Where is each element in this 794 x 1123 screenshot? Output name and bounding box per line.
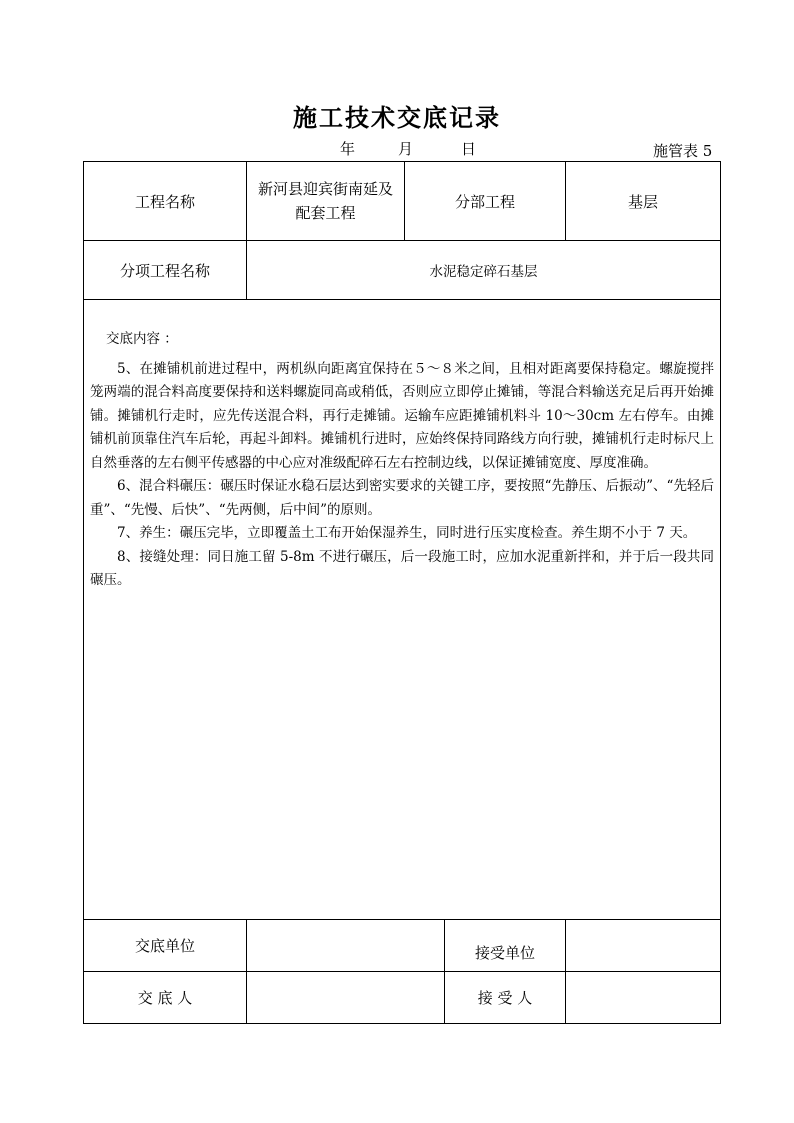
date-month: 月 — [398, 140, 414, 158]
division-label: 分部工程 — [405, 162, 566, 241]
issuing-unit-label: 交底单位 — [84, 920, 247, 972]
content-label: 交底内容 ： — [106, 331, 178, 347]
content-paragraph-6: 6、混合料碾压：碾压时保证水稳石层达到密实要求的关键工序，要按照“先静压、后振动”、“先轻后重”、“先慢、后快”、“先两侧，后中间”的原则。 — [90, 478, 715, 518]
receiver-label: 接 受 人 — [445, 972, 566, 1024]
page-title: 施工技术交底记录 — [293, 103, 501, 132]
form-number: 施管表 5 — [653, 142, 713, 160]
receiving-unit-field[interactable] — [566, 920, 721, 972]
issuer-label: 交 底 人 — [84, 972, 247, 1024]
subitem-value: 水泥稳定碎石基层 — [247, 241, 721, 300]
content-paragraph-8: 8、接缝处理：同日施工留 5-8m 不进行碾压，后一段施工时，应加水泥重新拌和，并于后一段共同碾压。 — [90, 548, 715, 588]
unit-row — [84, 920, 721, 972]
division-value: 基层 — [566, 162, 721, 241]
record-table — [83, 161, 721, 1024]
receiver-field[interactable] — [566, 972, 721, 1024]
content-row — [84, 300, 721, 920]
receiving-unit-label: 接受单位 — [445, 920, 566, 972]
subitem-label: 分项工程名称 — [84, 241, 247, 300]
date-year: 年 — [340, 140, 356, 158]
person-row — [84, 972, 721, 1024]
issuer-field[interactable] — [247, 972, 445, 1024]
subitem-row — [84, 241, 721, 300]
issuing-unit-field[interactable] — [247, 920, 445, 972]
project-row — [84, 162, 721, 241]
project-name-label: 工程名称 — [84, 162, 247, 241]
date-day: 日 — [461, 140, 477, 158]
content-cell — [84, 300, 721, 920]
project-name-value: 新河县迎宾街南延及配套工程 — [247, 162, 405, 241]
content-paragraph-7: 7、养生：碾压完毕，立即覆盖土工布开始保湿养生，同时进行压实度检查。养生期不小于 7 天。 — [117, 525, 697, 541]
content-paragraph-5: 5、在摊铺机前进过程中，两机纵向距离宜保持在５～８米之间，且相对距离要保持稳定。螺旋搅拌笼两端的混合料高度要保持和送料螺旋同高或稍低，否则应立即停止摊铺，等混合料输送充足后再开始摊铺。摊铺机行走时，应先传送混合料，再行走摊铺。运输车应距摊铺机料斗 10～30cm 左右停车。由摊铺机前顶靠住汽车后轮，再起斗卸料。摊铺机行进时，应始终保持同路线方向行驶，摊铺机行走时标尺上自然垂落的左右侧平传感器的中心应对准级配碎石左右控制边线，以保证摊铺宽度、厚度准确。 — [90, 360, 715, 471]
